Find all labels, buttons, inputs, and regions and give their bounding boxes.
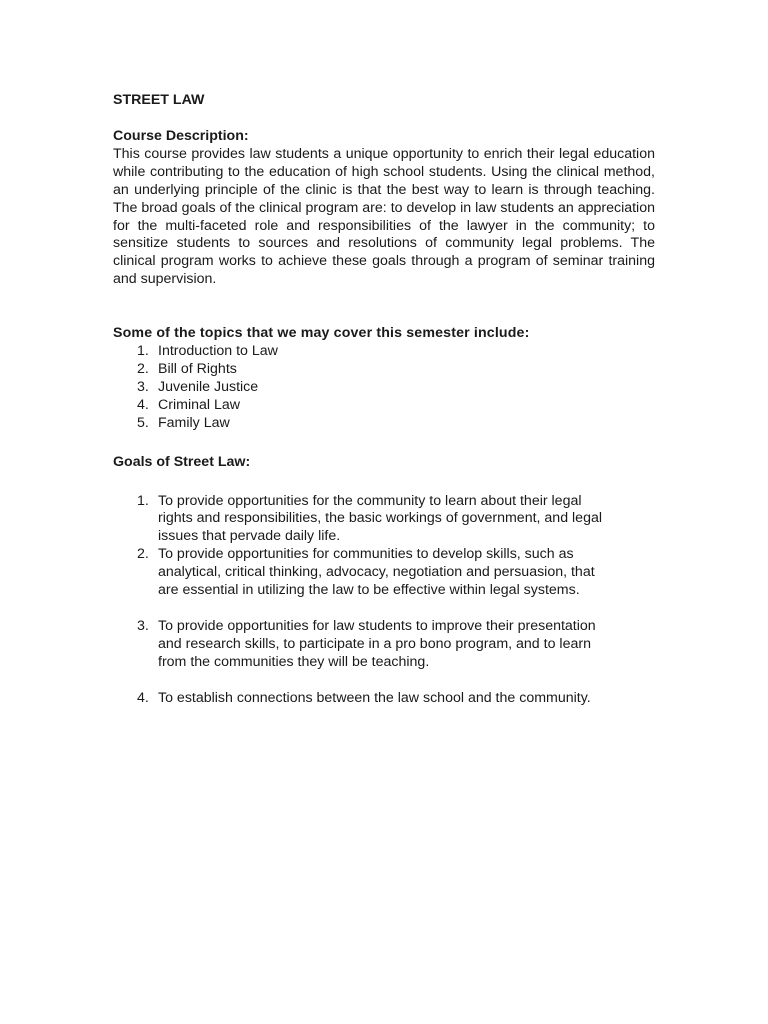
list-item [113, 379, 655, 397]
list-item [113, 415, 655, 433]
list-item-number: 1. [137, 492, 149, 509]
list-item-number: 4. [137, 396, 149, 413]
list-item-number: 2. [137, 360, 149, 377]
list-item-number: 1. [137, 343, 149, 360]
list-item-text: Introduction to Law [158, 343, 278, 360]
document-page [113, 92, 655, 708]
list-item [113, 546, 655, 600]
list-item [113, 493, 655, 547]
list-item-text: To provide opportunities for communities to develop skills, such as analytical, critical thinking, advocacy, negotiation and persuasion, that are essential in utilizing the law to be effective within legal systems. [158, 546, 595, 599]
goals-list-continued [113, 618, 655, 672]
spacer [113, 289, 655, 325]
course-description-heading: Course Description: [113, 128, 249, 144]
list-item-number: 5. [137, 414, 149, 431]
list-item [113, 361, 655, 379]
spacer [113, 433, 655, 454]
list-item-number: 4. [137, 689, 149, 706]
list-item [113, 397, 655, 415]
list-item-text: To provide opportunities for the community to learn about their legal rights and responsibilities, the basic workings of government, and legal issues that pervade daily life. [158, 492, 602, 545]
list-item-text: Family Law [158, 414, 230, 431]
list-item-text: Criminal Law [158, 396, 240, 413]
goals-heading: Goals of Street Law: [113, 453, 251, 470]
spacer [113, 472, 655, 493]
list-item [113, 690, 655, 708]
list-item-text: To provide opportunities for law students to improve their presentation and research skills, to participate in a pro bono program, and to learn from the communities they will be teaching. [158, 617, 596, 670]
list-item-text: To establish connections between the law school and the community. [158, 689, 591, 706]
list-item-number: 2. [137, 546, 149, 563]
spacer [113, 110, 655, 128]
spacer [113, 600, 655, 618]
topics-list [113, 343, 655, 433]
topics-heading: Some of the topics that we may cover this semester include: [113, 325, 530, 342]
list-item [113, 343, 655, 361]
course-description-body: This course provides law students a unique opportunity to enrich their legal education while contributing to the education of high school students. Using the clinical method, an underlying principle of the clinic is that the best way to learn is through teaching. The broad goals of the clinical program are: to develop in law students an appreciation for the multi-faceted role and responsibilities of the lawyer in the community; to sensitize students to sources and resolutions of community legal problems. The clinical program works to achieve these goals through a program of seminar training and supervision. [113, 145, 655, 288]
goals-list-final [113, 690, 655, 708]
goals-list [113, 493, 655, 600]
document-title: STREET LAW [113, 92, 205, 108]
list-item-text: Bill of Rights [158, 360, 237, 377]
list-item-text: Juvenile Justice [158, 378, 259, 395]
list-item-number: 3. [137, 378, 149, 395]
list-item [113, 618, 655, 672]
list-item-number: 3. [137, 617, 149, 634]
spacer [113, 672, 655, 690]
